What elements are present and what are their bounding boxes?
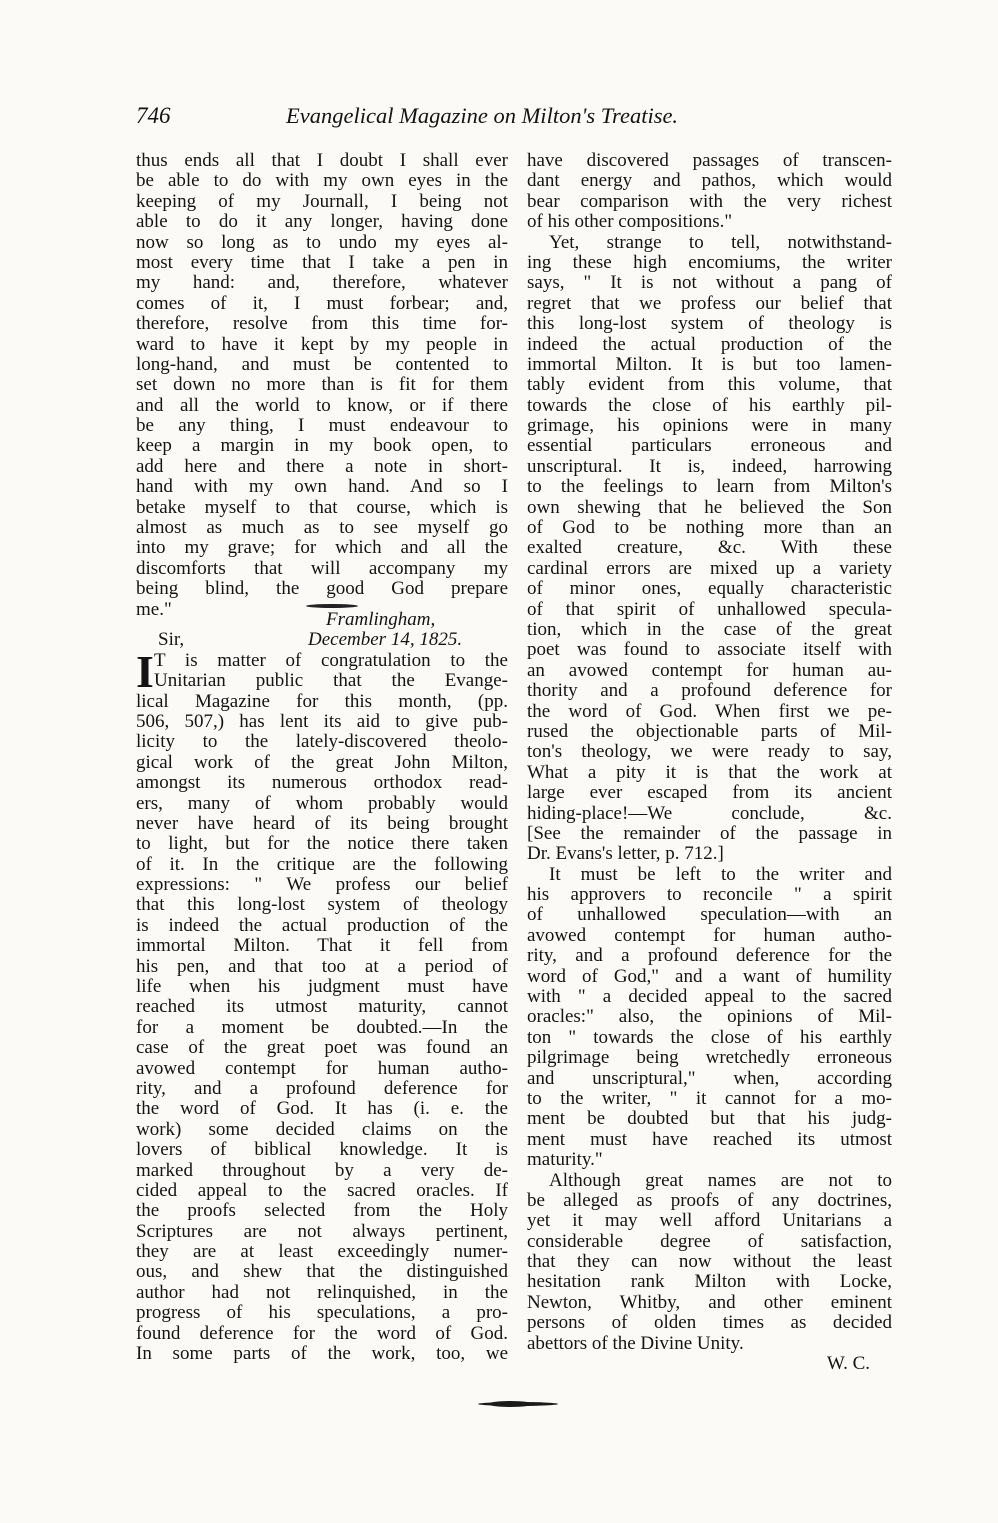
text-line: Scriptures are not always pertinent, xyxy=(136,1221,508,1242)
text-line: betake myself to that course, which is xyxy=(136,497,508,518)
text-line: most every time that I take a pen in xyxy=(136,252,508,273)
text-line: an avowed contempt for human au- xyxy=(527,660,892,681)
text-line: essential particulars erroneous and xyxy=(527,436,892,457)
text-line: be any thing, I must endeavour to xyxy=(136,416,508,437)
text-line: licity to the lately-discovered theolo- xyxy=(136,732,508,753)
text-line: own shewing that he believed the Son xyxy=(527,497,892,518)
text-line: oracles:" also, the opinions of Mil- xyxy=(527,1007,892,1028)
text-line: 506, 507,) has lent its aid to give pub- xyxy=(136,711,508,732)
text-line: Dr. Evans's letter, p. 712.] xyxy=(527,844,724,865)
text-line: In some parts of the work, too, we xyxy=(136,1344,508,1365)
text-line: hand with my own hand. And so I xyxy=(136,477,508,498)
text-line: me." xyxy=(136,599,172,620)
text-line: ers, many of whom probably would xyxy=(136,793,508,814)
text-line: amongst its numerous orthodox read- xyxy=(136,773,508,794)
letter-salutation: Sir, xyxy=(158,630,185,651)
text-line: into my grave; for which and all the xyxy=(136,538,508,559)
text-line: comes of it, I must forbear; and, xyxy=(136,293,508,314)
text-line: gical work of the great John Milton, xyxy=(136,752,508,773)
text-line: be alleged as proofs of any doctrines, xyxy=(527,1190,892,1211)
text-line: of God to be nothing more than an xyxy=(527,518,892,539)
right-column xyxy=(527,151,892,1374)
text-line: considerable degree of satisfaction, xyxy=(527,1231,892,1252)
text-line: ton " towards the close of his earthly xyxy=(527,1027,892,1048)
text-line: this long-lost system of theology is xyxy=(527,314,892,335)
text-line: hiding-place!—We conclude, &c. xyxy=(527,803,892,824)
text-line: lovers of biblical knowledge. It is xyxy=(136,1140,508,1161)
letter-date: December 14, 1825. xyxy=(308,630,463,651)
text-line: to the writer, " it cannot for a mo- xyxy=(527,1088,892,1109)
text-line: to the feelings to learn from Milton's xyxy=(527,477,892,498)
paragraph-3 xyxy=(527,865,892,1171)
text-line: marked throughout by a very de- xyxy=(136,1160,508,1181)
journal-excerpt xyxy=(136,151,508,620)
text-line: thority and a profound deference for xyxy=(527,681,892,702)
text-line: therefore, resolve from this time for- xyxy=(136,314,508,335)
text-line: his approvers to reconcile " a spirit xyxy=(527,885,892,906)
letter-opening xyxy=(136,645,508,697)
text-line: unscriptural. It is, indeed, harrowing xyxy=(527,456,892,477)
running-title: Evangelical Magazine on Milton's Treatise. xyxy=(286,103,679,128)
text-line: regret that we profess our belief that xyxy=(527,293,892,314)
drop-cap: I xyxy=(136,645,154,697)
text-line: for a moment be doubted.—In the xyxy=(136,1017,508,1038)
text-line: reached its utmost maturity, cannot xyxy=(136,997,508,1018)
text-line: exalted creature, &c. With these xyxy=(527,538,892,559)
letter-first-lines xyxy=(136,645,508,697)
text-line: my hand: and, therefore, whatever xyxy=(136,273,508,294)
running-header xyxy=(136,103,896,133)
text-line: ment be doubted but that his judg- xyxy=(527,1109,892,1130)
text-line: Although great names are not to xyxy=(549,1170,892,1191)
text-line: towards the close of his earthly pil- xyxy=(527,395,892,416)
text-line: grimage, his opinions were in many xyxy=(527,416,892,437)
text-line: immortal Milton. That it fell from xyxy=(136,936,508,957)
text-line: of his other compositions." xyxy=(527,212,733,233)
text-line: rity, and a profound deference for xyxy=(136,1078,508,1099)
page-number: 746 xyxy=(136,103,171,128)
text-line: set down no more than is fit for them xyxy=(136,375,508,396)
text-line: Yet, strange to tell, notwithstand- xyxy=(549,232,892,253)
text-line: never have heard of its being brought xyxy=(136,813,508,834)
text-line: the word of God. It has (i. e. the xyxy=(136,1099,508,1120)
text-line: be able to do with my own eyes in the xyxy=(136,171,508,192)
text-line: cided appeal to the sacred oracles. If xyxy=(136,1180,508,1201)
paragraph-1 xyxy=(527,151,892,233)
text-line: T is matter of congratulation to the xyxy=(154,650,508,671)
text-line: discomforts that will accompany my xyxy=(136,558,508,579)
text-line: thus ends all that I doubt I shall ever xyxy=(136,151,508,171)
text-line: to light, but for the notice there taken xyxy=(136,834,508,855)
text-line: the proofs selected from the Holy xyxy=(136,1201,508,1222)
text-line: long-hand, and must be contented to xyxy=(136,354,508,375)
end-rule xyxy=(478,1402,558,1406)
text-line: persons of olden times as decided xyxy=(527,1313,892,1334)
text-line: that this long-lost system of theology xyxy=(136,895,508,916)
text-line: of minor ones, equally characteristic xyxy=(527,579,892,600)
letter-heading xyxy=(136,630,508,650)
text-line: ous, and shew that the distinguished xyxy=(136,1262,508,1283)
text-line: hesitation rank Milton with Locke, xyxy=(527,1272,892,1293)
text-line: have discovered passages of transcen- xyxy=(527,151,892,171)
text-line: and all the world to know, or if there xyxy=(136,395,508,416)
text-line: work) some decided claims on the xyxy=(136,1119,508,1140)
text-line: ing these high encomiums, the writer xyxy=(527,252,892,273)
text-line: yet it may well afford Unitarians a xyxy=(527,1211,892,1232)
text-line: the word of God. When first we pe- xyxy=(527,701,892,722)
text-line: tably evident from this volume, that xyxy=(527,375,892,396)
text-line: progress of his speculations, a pro- xyxy=(136,1303,508,1324)
text-line: indeed the actual production of the xyxy=(527,334,892,355)
text-line: It must be left to the writer and xyxy=(549,864,892,885)
text-line: bear comparison with the very richest xyxy=(527,191,892,212)
text-line: case of the great poet was found an xyxy=(136,1038,508,1059)
text-line: expressions: " We profess our belief xyxy=(136,875,508,896)
text-line: ment must have reached its utmost xyxy=(527,1129,892,1150)
text-line: ton's theology, we were ready to say, xyxy=(527,742,892,763)
text-line: ward to have it kept by my people in xyxy=(136,334,508,355)
text-line: life when his judgment must have xyxy=(136,977,508,998)
text-line: maturity." xyxy=(527,1150,603,1171)
text-line: poet was found to associate itself with xyxy=(527,640,892,661)
text-line: his pen, and that too at a period of xyxy=(136,956,508,977)
text-line: being blind, the good God prepare xyxy=(136,579,508,600)
text-line: of unhallowed speculation—with an xyxy=(527,905,892,926)
text-line: What a pity it is that the work at xyxy=(527,762,892,783)
text-line: Unitarian public that the Evange- xyxy=(154,671,508,692)
text-line: now so long as to undo my eyes al- xyxy=(136,232,508,253)
text-line: immortal Milton. It is but too lamen- xyxy=(527,354,892,375)
text-line: is indeed the actual production of the xyxy=(136,915,508,936)
text-line: tion, which in the case of the great xyxy=(527,619,892,640)
text-line: with " a decided appeal to the sacred xyxy=(527,987,892,1008)
text-line: that they can now without the least xyxy=(527,1252,892,1273)
text-line: of that spirit of unhallowed specula- xyxy=(527,599,892,620)
text-line: keep a margin in my book open, to xyxy=(136,436,508,457)
letter-body xyxy=(136,692,508,1365)
text-line: rused the objectionable parts of Mil- xyxy=(527,721,892,742)
text-line: add here and there a note in short- xyxy=(136,456,508,477)
text-line: lical Magazine for this month, (pp. xyxy=(136,691,508,712)
text-line: almost as much as to see myself go xyxy=(136,518,508,539)
paragraph-4 xyxy=(527,1171,892,1355)
text-line: word of God," and a want of humility xyxy=(527,966,892,987)
section-divider xyxy=(306,604,358,608)
text-line: avowed contempt for human autho- xyxy=(136,1058,508,1079)
text-line: author had not relinquished, in the xyxy=(136,1282,508,1303)
text-line: they are at least exceedingly numer- xyxy=(136,1242,508,1263)
text-line: pilgrimage being wretchedly erroneous xyxy=(527,1048,892,1069)
text-line: dant energy and pathos, which would xyxy=(527,171,892,192)
signature: W. C. xyxy=(826,1354,870,1375)
text-line: large ever escaped from its ancient xyxy=(527,783,892,804)
text-line: abettors of the Divine Unity. xyxy=(527,1333,744,1354)
text-line: able to do it any longer, having done xyxy=(136,212,508,233)
text-line: and unscriptural," when, according xyxy=(527,1068,892,1089)
text-line: found deference for the word of God. xyxy=(136,1323,508,1344)
text-line: rity, and a profound deference for the xyxy=(527,946,892,967)
text-line: cardinal errors are mixed up a variety xyxy=(527,558,892,579)
text-line: avowed contempt for human autho- xyxy=(527,925,892,946)
text-line: keeping of my Journall, I being not xyxy=(136,191,508,212)
left-column xyxy=(136,151,508,1364)
text-line: [See the remainder of the passage in xyxy=(527,823,892,844)
paragraph-2 xyxy=(527,233,892,865)
letter-place: Framlingham, xyxy=(326,609,436,630)
text-line: Newton, Whitby, and other eminent xyxy=(527,1292,892,1313)
text-line: says, " It is not without a pang of xyxy=(527,273,892,294)
text-line: of it. In the critique are the following xyxy=(136,854,508,875)
